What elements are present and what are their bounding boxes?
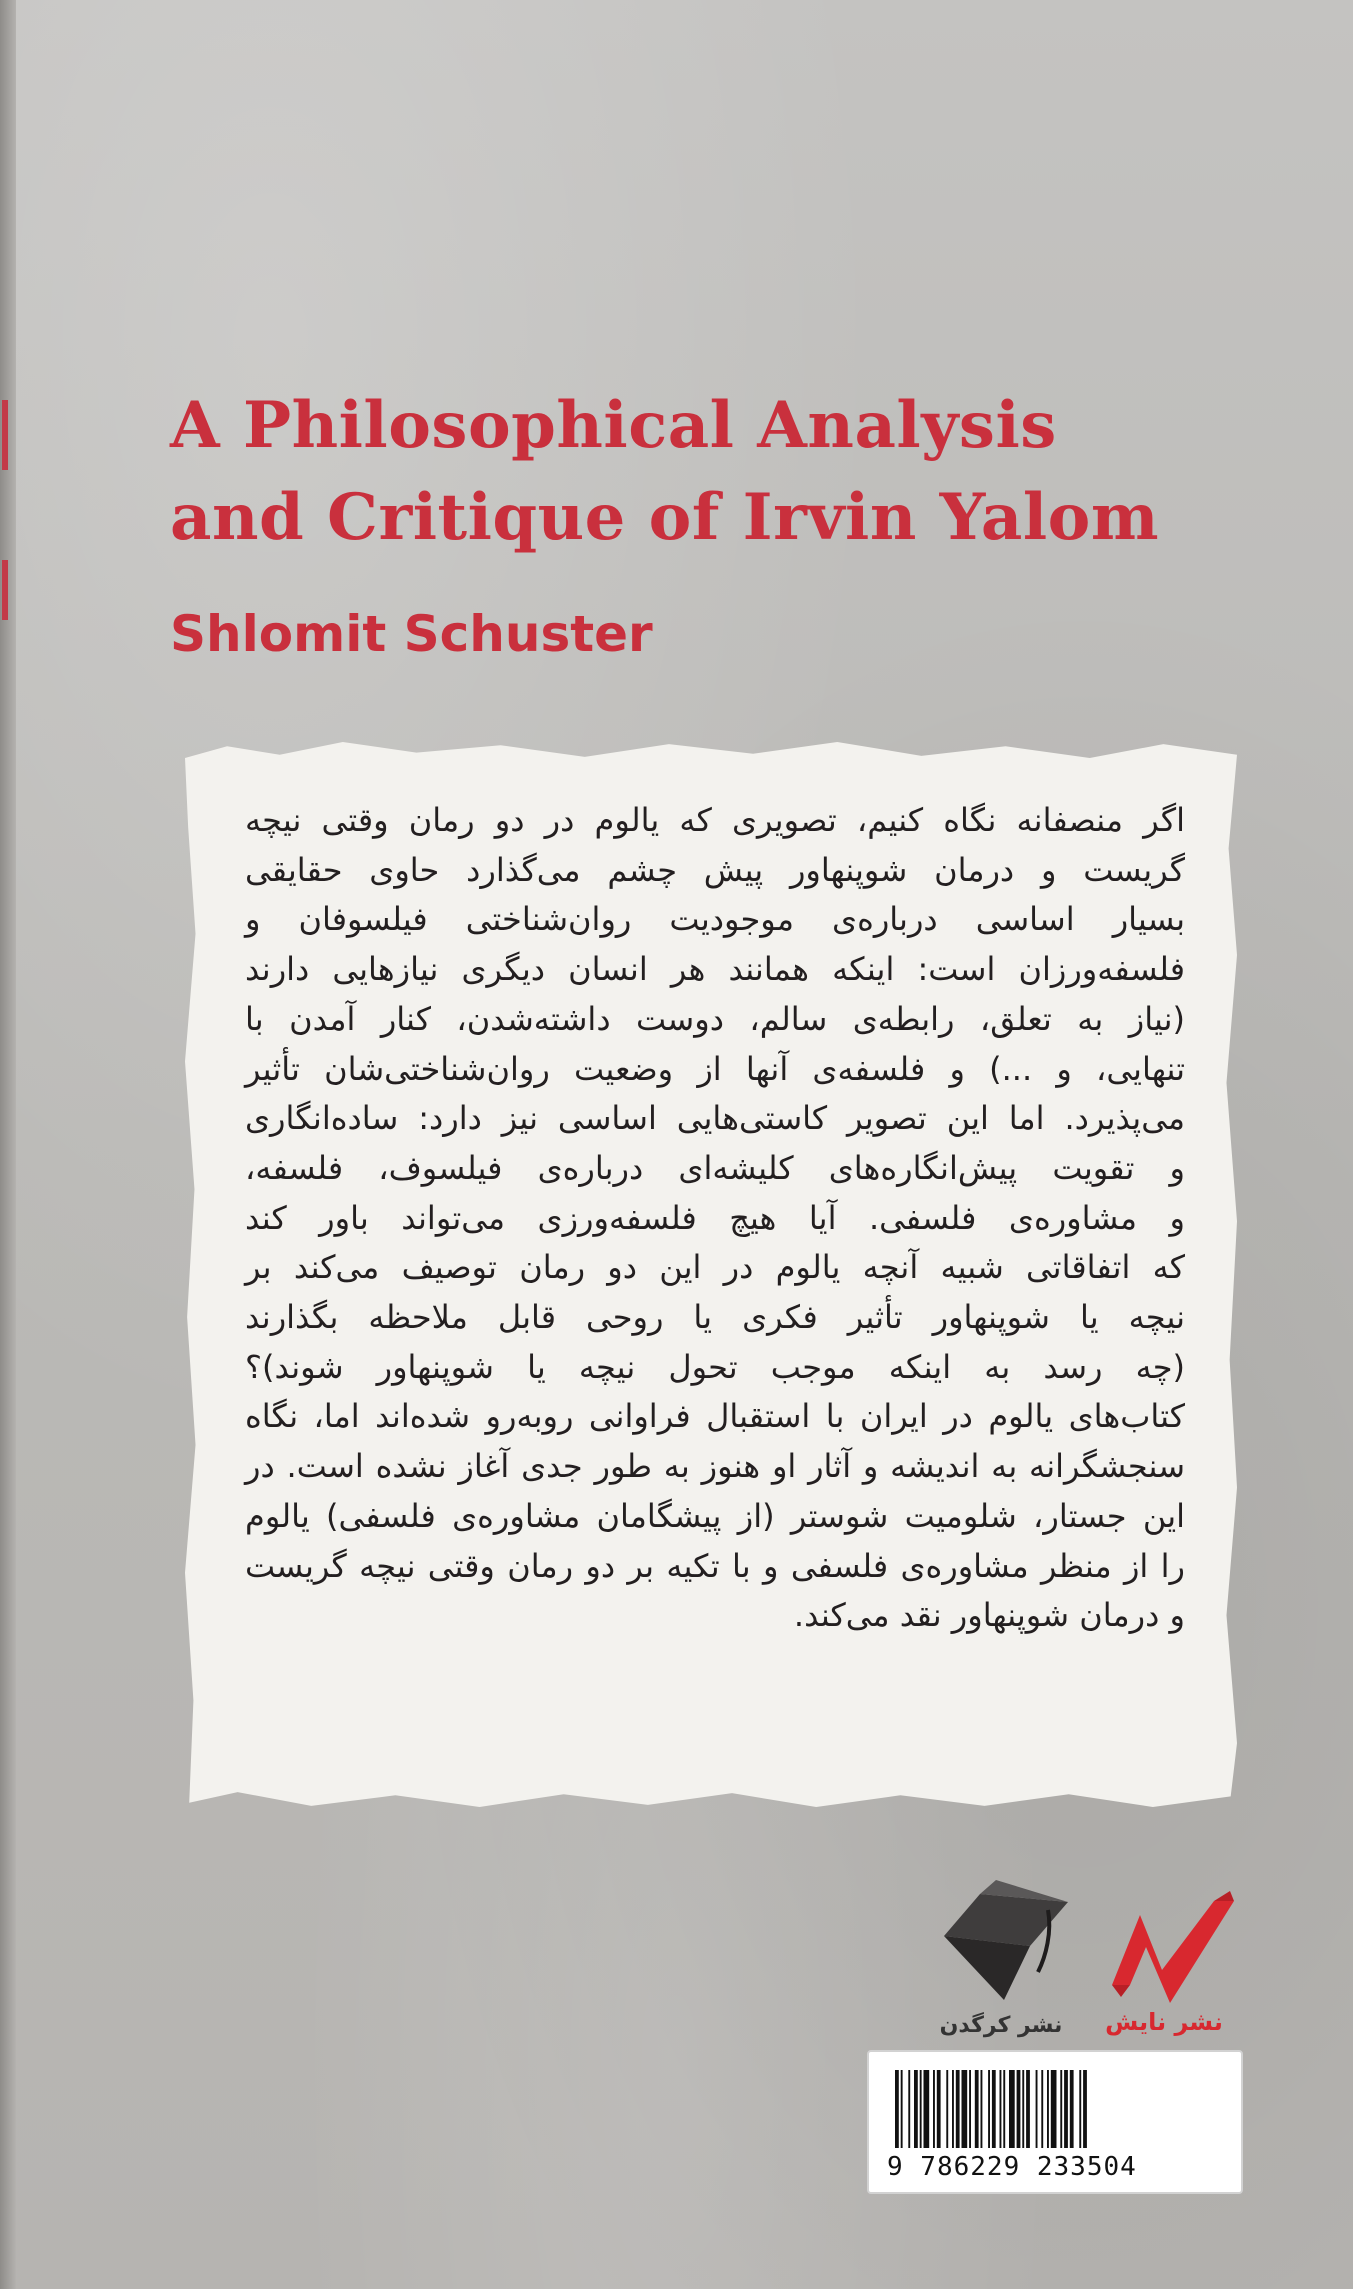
barcode-bars [885, 2070, 1225, 2150]
barcode-bar [1060, 2070, 1062, 2148]
barcode-bar [969, 2070, 971, 2148]
barcode-bar [1051, 2070, 1057, 2148]
blurb-text [245, 796, 1185, 1641]
naima-logo-icon [1082, 1875, 1240, 2040]
spine-red-mark [2, 400, 8, 470]
barcode-bar [901, 2070, 903, 2148]
blurb-line: (نیاز به تعلق، رابطه‌ی سالم، دوست داشته‌شدن، کنار آمدن با [245, 999, 1185, 1038]
barcode-bar [1064, 2070, 1068, 2148]
barcode-bar [992, 2070, 996, 2148]
barcode-bar [1022, 2070, 1024, 2148]
barcode-bar [1000, 2070, 1002, 2148]
barcode-bar [962, 2070, 968, 2148]
blurb-line: می‌پذیرد. اما این تصویر کاستی‌هایی اساسی نیز دارد: ساده‌انگاری [245, 1099, 1185, 1138]
title-line: A Philosophical Analysis [170, 388, 1057, 463]
barcode-bar [952, 2070, 954, 2148]
barcode-bar [937, 2070, 941, 2148]
blurb-line: سنجشگرانه به اندیشه و آثار او هنوز به طور جدی آغاز نشده است. در [245, 1447, 1185, 1486]
barcode-bar [1003, 2070, 1005, 2148]
isbn-barcode [867, 2050, 1243, 2194]
barcode-bar [914, 2070, 918, 2148]
blurb-line: و درمان شوپنهاور نقد می‌کند. [793, 1596, 1185, 1635]
blurb-line: را از منظر مشاوره‌ی فلسفی و با تکیه بر دو رمان وقتی نیچه گریست [245, 1546, 1185, 1585]
barcode-bar [1083, 2070, 1087, 2148]
barcode-bar [1026, 2070, 1030, 2148]
barcode-bar [1036, 2070, 1038, 2148]
blurb-line: و مشاوره‌ی فلسفی. آیا هیچ فلسفه‌ورزی می‌تواند باور کند [245, 1198, 1185, 1237]
barcode-bar [908, 2070, 910, 2148]
author-name: Shlomit Schuster [170, 605, 653, 663]
spine-edge [0, 0, 16, 2289]
blurb-line: نیچه یا شوپنهاور تأثیر فکری یا روحی قابل ملاحظه بگذارند [245, 1298, 1185, 1337]
blurb-line: این جستار، شلومیت شوستر (از پیشگامان مشاوره‌ی فلسفی) یالوم [245, 1496, 1185, 1535]
blurb-line: تنهایی، و ...) و فلسفه‌ی آنها از وضعیت روان‌شناختی‌شان تأثیر [245, 1049, 1185, 1088]
blurb-line: (چه رسد به اینکه موجب تحول نیچه یا شوپنهاور شوند)؟ [245, 1347, 1185, 1386]
barcode-bar [1047, 2070, 1049, 2148]
barcode-bar [1070, 2070, 1074, 2148]
barcode-bar [1079, 2070, 1081, 2148]
barcode-bar [946, 2070, 948, 2148]
barcode-bar [975, 2070, 979, 2148]
barcode-bar [895, 2070, 899, 2148]
book-title-english [170, 380, 1290, 564]
blurb-line: و تقویت پیش‌انگاره‌های کلیشه‌ای درباره‌ی فیلسوف، فلسفه، [245, 1148, 1185, 1187]
barcode-bar [988, 2070, 990, 2148]
naima-label: نشر نایش [1105, 2008, 1223, 2036]
karagadan-label: نشر کرگدن [939, 2013, 1063, 2038]
barcode-bar [956, 2070, 960, 2148]
barcode-bar [924, 2070, 930, 2148]
barcode-bar [1017, 2070, 1021, 2148]
blurb-line: کتاب‌های یالوم در ایران با استقبال فراوانی روبه‌رو شده‌اند اما، نگاه [245, 1397, 1185, 1436]
blurb-line: فلسفه‌ورزان است: اینکه همانند هر انسان دیگری نیازهایی دارند [245, 950, 1185, 989]
blurb-line: اگر منصفانه نگاه کنیم، تصویری که یالوم در دو رمان وقتی نیچه [245, 801, 1185, 839]
karagadan-logo-icon [926, 1872, 1076, 2042]
barcode-bar [981, 2070, 983, 2148]
barcode-bar [1041, 2070, 1043, 2148]
isbn-number: 9 786229 233504 [887, 2152, 1137, 2182]
barcode-bar [1009, 2070, 1015, 2148]
blurb-line: بسیار اساسی درباره‌ی موجودیت روان‌شناختی فیلسوفان و [245, 900, 1185, 939]
title-line: and Critique of Irvin Yalom [170, 480, 1160, 555]
barcode-bar [920, 2070, 922, 2148]
barcode-bar [933, 2070, 935, 2148]
blurb-line: که اتفاقاتی شبیه آنچه یالوم در این دو رمان توصیف می‌کند بر [245, 1248, 1185, 1287]
spine-red-mark [2, 560, 8, 620]
blurb-line: گریست و درمان شوپنهاور پیش چشم می‌گذارد حاوی حقایقی [245, 850, 1185, 889]
